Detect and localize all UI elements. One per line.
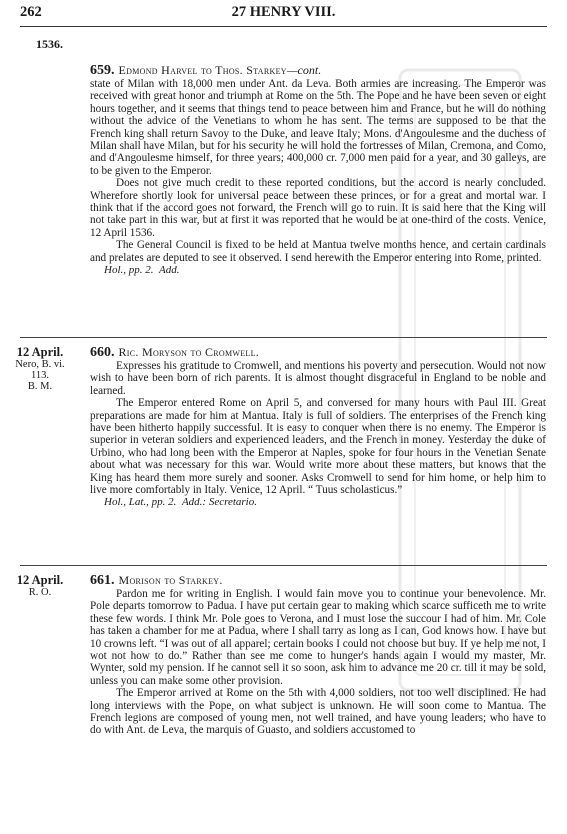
entry-number: 661. [90,573,115,588]
entry-number: 659. [90,63,115,78]
entry-heading [90,345,546,360]
entry-number: 660. [90,345,115,360]
entry-title: Ric. Moryson to Cromwell [118,345,256,359]
entry-paragraph: Pardon me for writing in English. I would fain move you to continue your benevolence. Mr. Pole departs tomorrow to Padua. I have put certain gear to making which scarce sufficeth me to write these few words. I think Mr. Pole goes to Verona, and I must lose the succour I had of him. Mr. Cole has taken a chamber for me at Padua, where I shall tarry as long as I can, God knows how. I have but 10 crowns left. “I was out of all apparel; certain books I could not choose but buy. If ye help me not, I wot not how to do.” Rather than see me come to hunger's hands again I would my master, Mr. Wynter, sold my pension. If he cannot sell it so soon, ask him to advance me 20 cr. till it may be sold, unless you can make some other provision. [90,588,546,687]
entry-source-note [104,496,546,509]
entry-paragraph: Does not give much credit to these reported conditions, but the accord is nearly concluded. Wherefore shortly look for universal peace between these princes, or for a great and mortal war. I think that if the accord goes not forward, the French will go to ruin. It is said here that the King will not take part in this war, but at first it was reported that he would be at one-third of the costs. Venice, 12 April 1536. [90,177,546,239]
source-description: Hol., pp. 2. [104,264,154,277]
source-reference: B. M. [27,381,53,392]
entry-heading [90,573,546,588]
entry-661 [90,573,546,737]
running-head: 27 HENRY VIII. [231,4,336,20]
entry-title: Morison to Starkey [118,573,220,587]
entry-title-suffix: . [255,345,259,359]
entry-659 [90,63,546,277]
entry-separator [20,337,547,338]
entry-date: 12 April. [16,573,64,587]
entry-heading [90,63,546,78]
address-note: Add.: Secretario. [181,496,257,509]
page-number: 262 [20,4,42,20]
entry-paragraph: The Emperor arrived at Rome on the 5th with 4,000 soldiers, not too well disciplined. He had long interviews with the Pope, on what subject is unknown. He will soon come to Mantua. The French legions are composed of young men, not well trained, and have young leaders; who have to do with Ant. de Leva, the marquis of Guasto, and soldiers accustomed to [90,687,546,737]
entry-paragraph: The Emperor entered Rome on April 5, and conversed for many hours with Paul III. Great preparations are made for him at Mantua. Italy is full of soldiers. The enterprises of the French king have been hitherto happily successful. It is easy to conquer when there is no enemy. The Emperor is superior in veteran soldiers and experienced leaders, and the French in money. Yesterday the duke of Urbino, who had long been with the Emperor at Naples, spoke for four hours in the Venetian Senate about what was necessary for this war. Would write more about these matters, but knows that the King has heard them more surely and sooner. Asks Cromwell to send for him home, or help him to live more comfortably in Italy. Venice, 12 April. “ Tuus scholasticus.” [90,397,546,497]
address-note: Add. [159,264,180,277]
year-margin-label: 1536. [36,37,63,51]
entry-660 [90,345,546,509]
entry-paragraph: The General Council is fixed to be held at Mantua twelve months hence, and certain cardinals and prelates are deputed to see it observed. I send herewith the Emperor entering into Rome, printed. [90,239,546,264]
entry-paragraph: Expresses his gratitude to Cromwell, and mentions his poverty and persecution. Would not now wish to have been born of rich parents. It is almost thought disgraceful in England to be noble and learned. [90,360,546,397]
entry-separator [20,565,547,566]
header-rule [20,26,547,27]
source-reference: 113. [31,370,49,381]
entry-date: 12 April. [16,345,64,359]
source-description: Hol., Lat., pp. 2. [104,496,177,509]
entry-paragraph: state of Milan with 18,000 men under Ant. da Leva. Both armies are increasing. The Emperor was received with great honor and triumph at Rome on the 5th. The Pope and he have been seven or eight hours together, and it seems that things tend to peace between him and France, but he will do nothing without the advice of the Venetians to whom he has sent. The terms are supposed to be that the French king shall return Savoy to the Duke, and leave Italy; Mons. d'Angoulesme and the duchess of Milan shall have Milan, but for his security he will hold the fortresses of Milan, Cremona, and Como, and d'Angoulesme himself, for three years; 400,000 cr. 7,000 men paid for a year, and 30 galleys, are to be given to the Emperor. [90,78,546,177]
entry-title-suffix: . [219,573,223,587]
entry-title-suffix: —cont. [286,63,322,77]
entry-660-margin [4,345,76,392]
entry-source-note [104,264,546,277]
source-reference: R. O. [28,587,52,598]
page-header [20,4,547,22]
entry-title: Edmond Harvel to Thos. Starkey [118,63,287,77]
source-reference: Nero, B. vi. [15,359,65,370]
entry-661-margin [4,573,76,598]
